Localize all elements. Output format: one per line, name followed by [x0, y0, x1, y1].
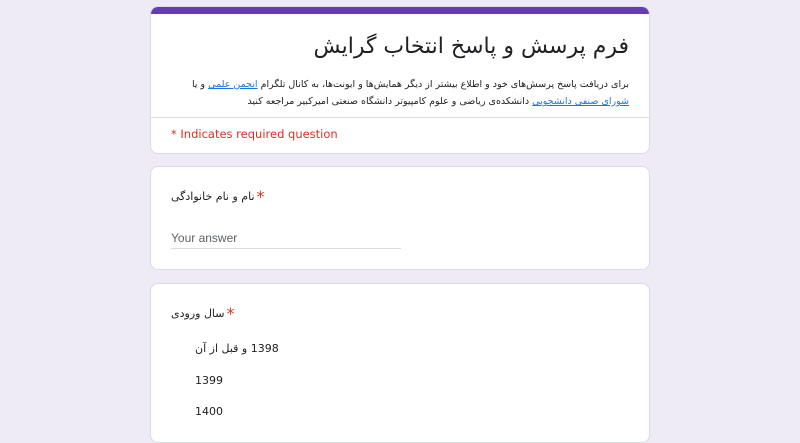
required-asterisk: * — [226, 304, 235, 323]
full-name-input[interactable] — [171, 229, 401, 249]
question-title-row — [171, 304, 235, 323]
header-accent-strip — [151, 7, 649, 14]
option-1400[interactable]: 1400 — [195, 405, 223, 418]
required-asterisk: * — [256, 187, 265, 206]
form-header-card — [150, 6, 650, 154]
option-1399[interactable]: 1399 — [195, 374, 223, 387]
link-scientific-association[interactable]: انجمن علمی — [208, 79, 258, 90]
required-note: * Indicates required question — [171, 127, 338, 141]
description-text-3: دانشکده‌ی ریاضی و علوم کامپیوتر دانشگاه صنعتی امیرکبیر مراجعه کنید — [247, 96, 533, 107]
form-description — [171, 76, 629, 110]
description-text-2: و یا — [192, 79, 209, 90]
question-title: نام و نام خانوادگی — [171, 190, 255, 203]
question-title-row — [171, 187, 265, 206]
link-student-council[interactable]: شورای صنفی دانشجویی — [532, 96, 629, 107]
option-1398-or-before[interactable]: 1398 و قبل از آن — [195, 342, 279, 355]
header-divider — [151, 117, 649, 118]
form-title: فرم پرسش و پاسخ انتخاب گرایش — [313, 34, 629, 59]
description-text-1: برای دریافت پاسخ پرسش‌های خود و اطلاع بیشتر از دیگر همایش‌ها و ایونت‌ها، به کانال تلگرام — [257, 79, 629, 90]
question-card-entry-year — [150, 283, 650, 443]
question-title: سال ورودی — [171, 307, 225, 320]
question-card-full-name — [150, 166, 650, 270]
